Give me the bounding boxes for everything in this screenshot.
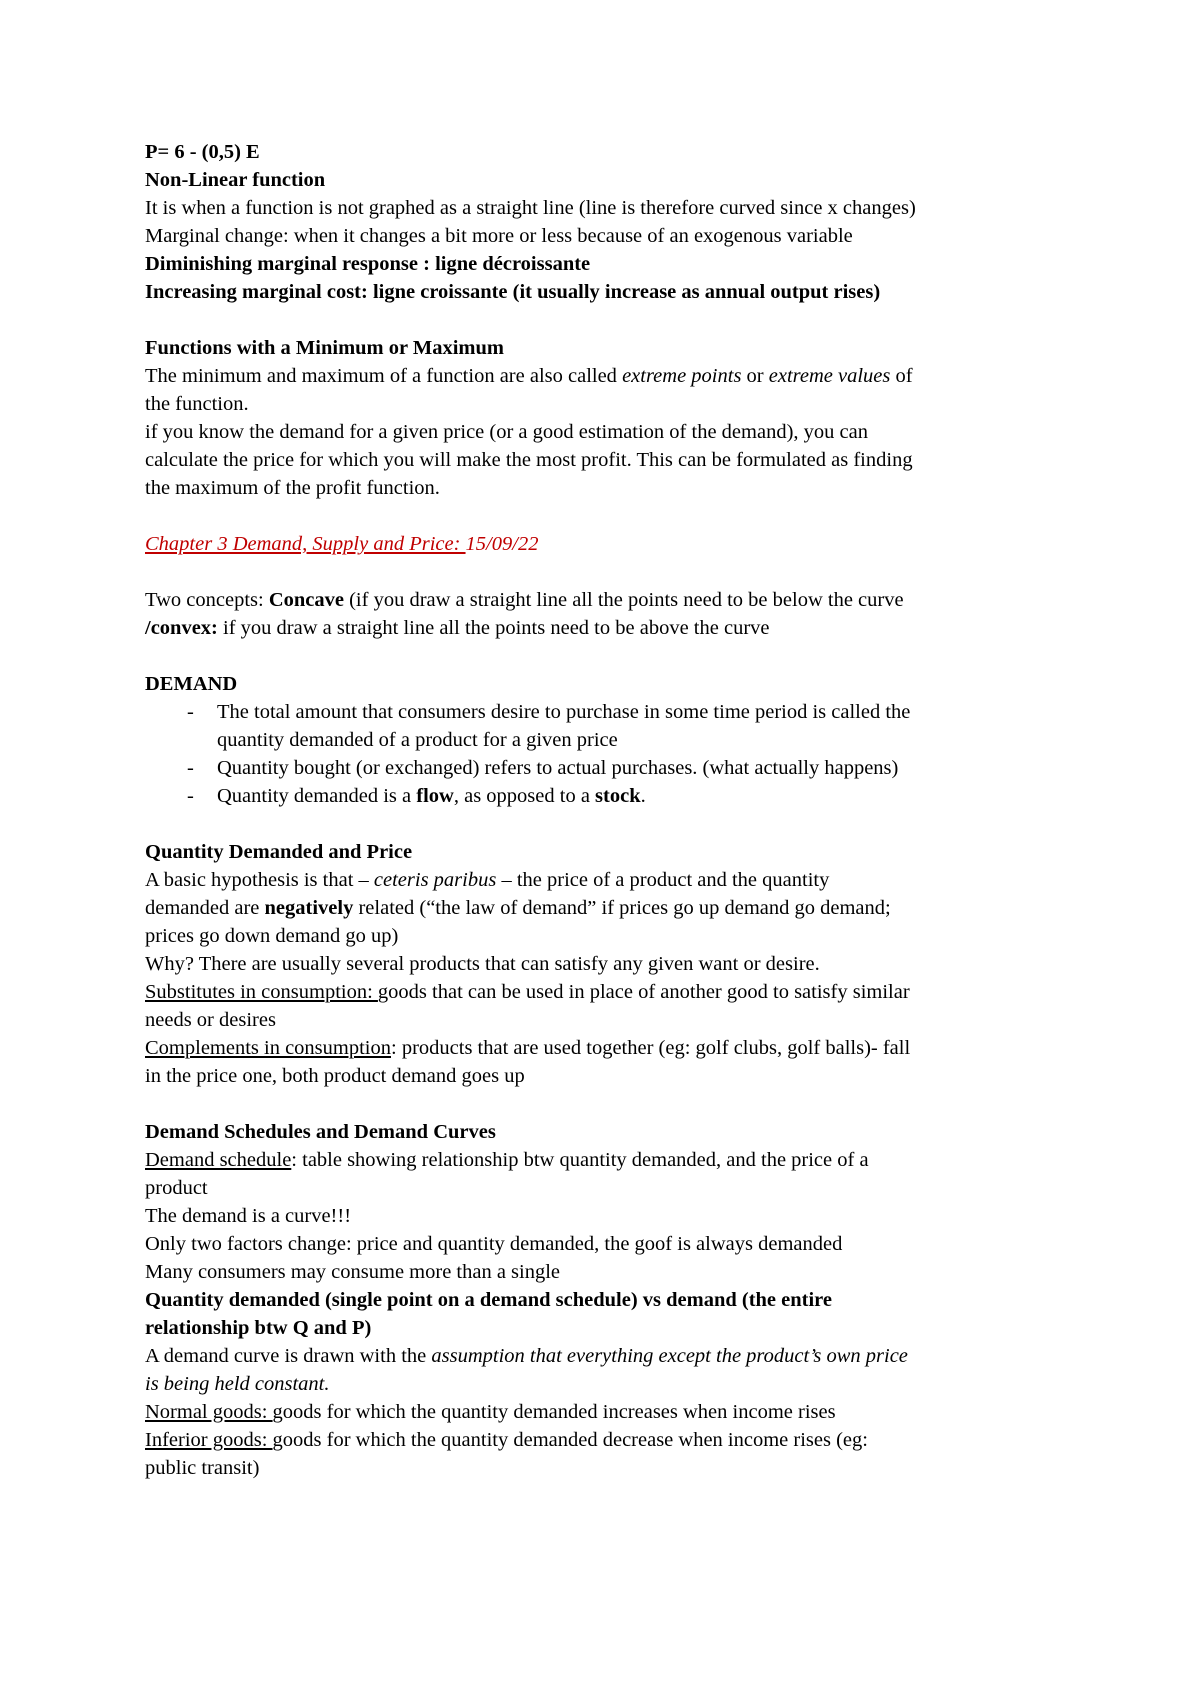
chapter-date: 15/09/22 (465, 533, 539, 555)
bold-run: flow (416, 785, 454, 807)
bold-line: relationship btw Q and P) (145, 1317, 372, 1339)
paragraph-line: Many consumers may consume more than a single (145, 1261, 561, 1283)
text-run: . (640, 785, 646, 807)
bold-line-diminishing-marginal-response: Diminishing marginal response : ligne décroissante (145, 253, 591, 275)
text-run: A demand curve is drawn with the (145, 1345, 432, 1367)
paragraph-line (145, 1034, 1075, 1062)
dash-bullet: - (187, 785, 194, 807)
text-run: or (741, 365, 769, 387)
text-run: : table showing relationship btw quantity demanded, and the price of a (291, 1149, 869, 1171)
chapter-title: Chapter 3 Demand, Supply and Price: (145, 533, 466, 555)
italic-run: ceteris paribus (373, 869, 497, 891)
paragraph-line: The demand is a curve!!! (145, 1205, 352, 1227)
paragraph-line: It is when a function is not graphed as a straight line (line is therefore curved since x changes) (145, 197, 916, 219)
underlined-term: Substitutes in consumption: (145, 981, 378, 1003)
bold-run: Concave (268, 589, 344, 611)
bold-run: negatively (264, 897, 354, 919)
blank-line (145, 1090, 1075, 1118)
list-item-text: Quantity bought (or exchanged) refers to actual purchases. (what actually happens) (217, 757, 899, 779)
text-run: if you draw a straight line all the points need to be above the curve (217, 617, 770, 639)
text-run: related (“the law of demand” if prices go up demand go demand; (353, 897, 891, 919)
list-item-continuation: quantity demanded of a product for a given price (217, 729, 618, 751)
list-item-text: The total amount that consumers desire to purchase in some time period is called the (217, 701, 911, 723)
paragraph-line: Marginal change: when it changes a bit more or less because of an exogenous variable (145, 225, 853, 247)
paragraph-line (145, 362, 1075, 390)
list-item (145, 698, 1075, 726)
list-item (145, 754, 1075, 782)
text-run: goods that can be used in place of another good to satisfy similar (377, 981, 910, 1003)
paragraph-line: calculate the price for which you will make the most profit. This can be formulated as finding (145, 449, 913, 471)
underlined-term: Demand schedule (145, 1149, 292, 1171)
underlined-term: Inferior goods: (145, 1429, 273, 1451)
paragraph-line: prices go down demand go up) (145, 925, 399, 947)
blank-line (145, 558, 1075, 586)
italic-run: extreme points (622, 365, 742, 387)
paragraph-line (145, 1342, 1075, 1370)
chapter-heading (145, 530, 1075, 558)
paragraph-line: needs or desires (145, 1009, 276, 1031)
text-run: goods for which the quantity demanded increases when income rises (272, 1401, 836, 1423)
paragraph-line (145, 586, 1075, 614)
heading-demand-schedules-and-curves: Demand Schedules and Demand Curves (145, 1121, 496, 1143)
blank-line (145, 810, 1075, 838)
bold-run: /convex: (145, 617, 218, 639)
paragraph-line: in the price one, both product demand goes up (145, 1065, 525, 1087)
paragraph-line: if you know the demand for a given price (or a good estimation of the demand), you can (145, 421, 868, 443)
text-run: (if you draw a straight line all the points need to be below the curve (343, 589, 904, 611)
text-run: Quantity demanded is a (217, 785, 417, 807)
text-run: A basic hypothesis is that – (145, 869, 374, 891)
heading-demand: DEMAND (145, 673, 238, 695)
paragraph-line: product (145, 1177, 208, 1199)
text-run: of (890, 365, 913, 387)
text-run: demanded are (145, 897, 265, 919)
text-run: – the price of a product and the quantity (496, 869, 830, 891)
bold-line: Quantity demanded (single point on a demand schedule) vs demand (the entire (145, 1289, 833, 1311)
text-run: The minimum and maximum of a function are also called (145, 365, 623, 387)
bold-line-increasing-marginal-cost: Increasing marginal cost: ligne croissante (it usually increase as annual output rises) (145, 281, 881, 303)
document-body (145, 138, 1075, 1482)
paragraph-line (145, 1426, 1075, 1454)
paragraph-line: the function. (145, 393, 249, 415)
heading-functions-min-max: Functions with a Minimum or Maximum (145, 337, 504, 359)
heading-quantity-demanded-and-price: Quantity Demanded and Price (145, 841, 413, 863)
dash-bullet: - (187, 701, 194, 723)
text-run: : products that are used together (eg: golf clubs, golf balls)- fall (391, 1037, 911, 1059)
paragraph-line (145, 894, 1075, 922)
blank-line (145, 306, 1075, 334)
italic-run: extreme values (768, 365, 891, 387)
italic-run: assumption that everything except the product’s own price (431, 1345, 908, 1367)
italic-line: is being held constant. (145, 1373, 330, 1395)
paragraph-line: Why? There are usually several products that can satisfy any given want or desire. (145, 953, 820, 975)
text-run: , as opposed to a (453, 785, 596, 807)
paragraph-line (145, 1398, 1075, 1426)
blank-line (145, 642, 1075, 670)
paragraph-line (145, 978, 1075, 1006)
underlined-term: Complements in consumption (145, 1037, 391, 1059)
bold-run: stock (595, 785, 641, 807)
paragraph-line: Only two factors change: price and quantity demanded, the goof is always demanded (145, 1233, 843, 1255)
text-run: Two concepts: (145, 589, 269, 611)
underlined-term: Normal goods: (145, 1401, 273, 1423)
paragraph-line (145, 866, 1075, 894)
list-item (145, 782, 1075, 810)
blank-line (145, 502, 1075, 530)
equation-line: P= 6 - (0,5) E (145, 141, 260, 163)
heading-non-linear-function: Non-Linear function (145, 169, 326, 191)
text-run: goods for which the quantity demanded decrease when income rises (eg: (272, 1429, 868, 1451)
paragraph-line: the maximum of the profit function. (145, 477, 440, 499)
dash-bullet: - (187, 757, 194, 779)
paragraph-line (145, 1146, 1075, 1174)
paragraph-line (145, 614, 1075, 642)
paragraph-line: public transit) (145, 1457, 260, 1479)
